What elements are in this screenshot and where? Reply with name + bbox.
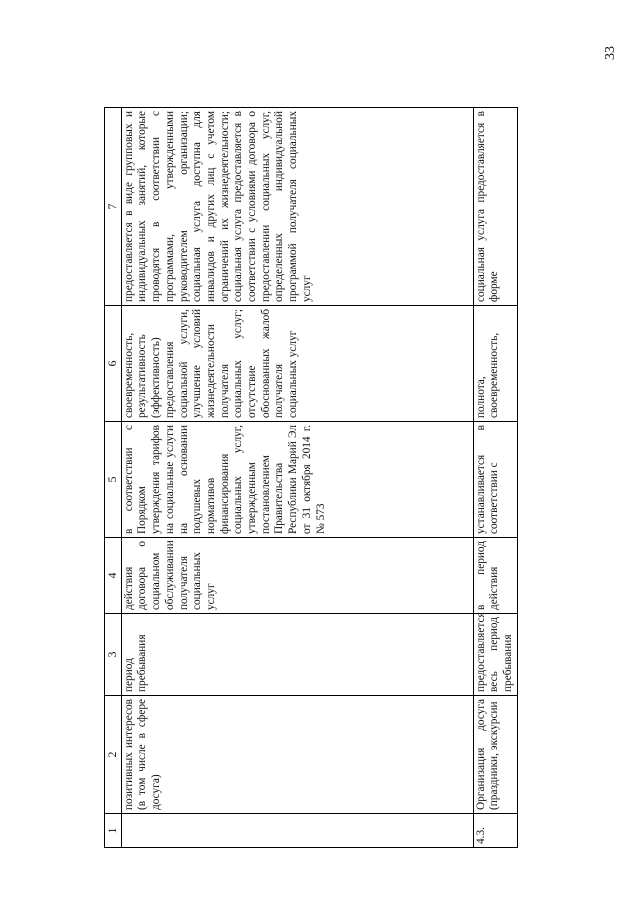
column-header-6: 6 bbox=[105, 306, 122, 422]
cell-volume: предоставляется весь период пребывания bbox=[473, 614, 517, 696]
services-table bbox=[104, 107, 518, 848]
cell-tariff: в соответствии с Порядком утверждения тарифов на социальные услуги на основании подушевых нормативов финансирования социальных услуг, утвержденным постановлением Правительства Республики Марий Эл от 31 октября 2014 г. № 573 bbox=[121, 422, 473, 538]
cell-quality: своевременность, результативность (эффективность) предоставления социальной услуги, улучшение условий жизнедеятельности получателя социальных услуг; отсутствие обоснованных жалоб получателя социальных услуг bbox=[121, 306, 473, 422]
cell-term: действия договора о социальном обслуживании получателя социальных услуг bbox=[121, 538, 473, 614]
table-row bbox=[473, 108, 517, 848]
rotated-table bbox=[104, 108, 534, 848]
cell-service-name: позитивных интересов (в том числе в сфере досуга) bbox=[121, 696, 473, 814]
column-header-3: 3 bbox=[105, 614, 122, 696]
cell-tariff: устанавливается в соответствии с bbox=[473, 422, 517, 538]
cell-conditions: социальная услуга предоставляется в форме bbox=[473, 108, 517, 306]
cell-volume: период пребывания bbox=[121, 614, 473, 696]
column-number-row bbox=[105, 108, 122, 848]
column-header-5: 5 bbox=[105, 422, 122, 538]
page-number: 33 bbox=[603, 46, 618, 60]
column-header-2: 2 bbox=[105, 696, 122, 814]
cell-number bbox=[121, 814, 473, 848]
cell-number: 4.3. bbox=[473, 814, 517, 848]
cell-quality: полнота, своевременность, bbox=[473, 306, 517, 422]
column-header-4: 4 bbox=[105, 538, 122, 614]
column-header-7: 7 bbox=[105, 108, 122, 306]
cell-service-name: Организация досуга (праздники, экскурсии bbox=[473, 696, 517, 814]
table-row bbox=[121, 108, 473, 848]
column-header-1: 1 bbox=[105, 814, 122, 848]
cell-conditions: предоставляется в виде групповых и индивидуальных занятий, которые проводятся в соответствии с программами, утвержденными руководителем организации; социальная услуга доступна для инвалидов и других лиц с учетом ограничений их жизнедеятельности; социальная услуга предоставляется в соответствии с условиями договора о предоставлении социальных услуг, определенных индивидуальной программой получателя социальных услуг bbox=[121, 108, 473, 306]
cell-term: в период действия bbox=[473, 538, 517, 614]
